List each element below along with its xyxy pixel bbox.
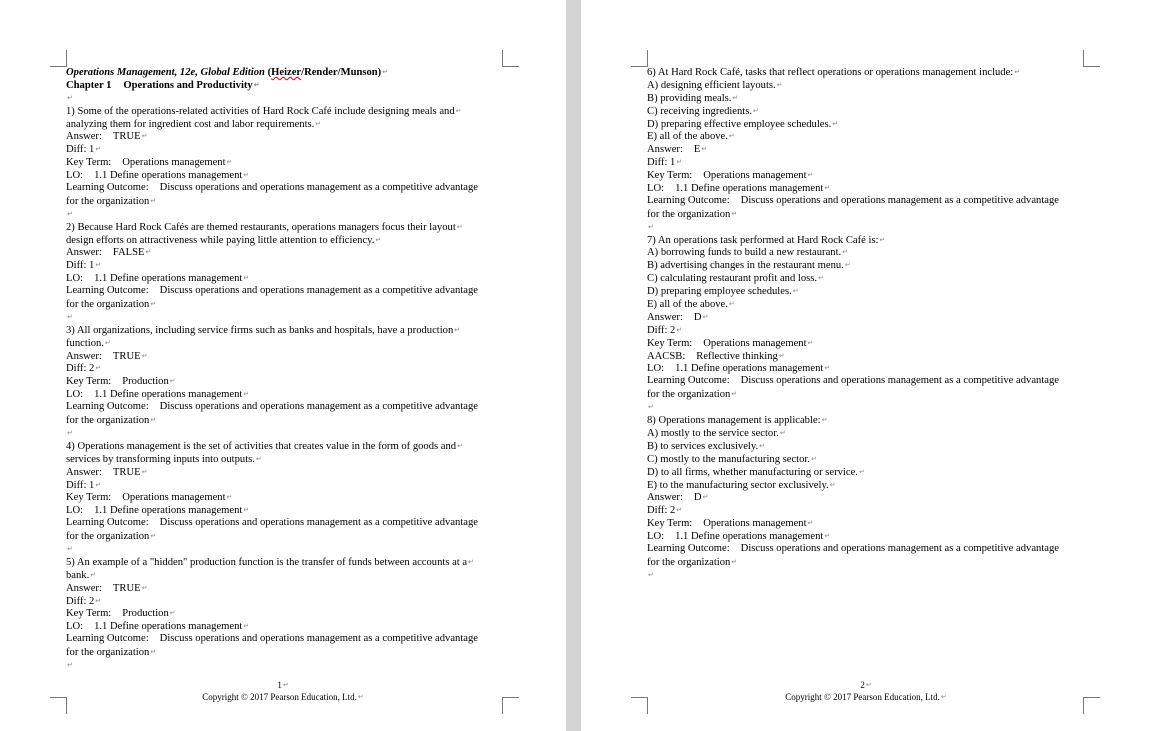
paragraph-mark: ↵ xyxy=(95,596,102,605)
answer-line-value: TRUE xyxy=(112,131,141,143)
answer-option: E) all of the above.↵ xyxy=(647,131,735,143)
lo-line-label: LO: xyxy=(66,170,84,182)
key-term-line xyxy=(66,156,506,169)
paragraph-mark: ↵ xyxy=(375,235,382,244)
paragraph-mark: ↵ xyxy=(759,441,765,450)
key-term-line-value: Operations management xyxy=(122,492,226,504)
paragraph-mark: ↵ xyxy=(842,248,849,257)
paragraph-mark: ↵ xyxy=(731,209,738,218)
paragraph-mark: ↵ xyxy=(95,480,102,489)
answer-option: C) mostly to the manufacturing sector.↵ xyxy=(647,453,817,465)
paragraph-mark: ↵ xyxy=(243,171,250,180)
answer-option: A) borrowing funds to build a new restaurant.↵ xyxy=(647,247,849,259)
answer-option: C) calculating restaurant profit and loss.↵ xyxy=(647,273,824,285)
paragraph-mark: ↵ xyxy=(701,145,708,154)
answer-line xyxy=(647,311,1087,324)
paragraph-mark: ↵ xyxy=(141,132,148,141)
question-stem: 3) All organizations, including service firms such as banks and hospitals, have a production↵ xyxy=(66,324,461,336)
answer-line-value: TRUE xyxy=(112,350,141,362)
question-stem: function.↵ xyxy=(66,337,111,349)
question-stem: 2) Because Hard Rock Cafés are themed restaurants, operations managers focus their layout↵ xyxy=(66,221,463,233)
empty-paragraph xyxy=(647,401,1087,414)
key-term-line-label: Key Term: xyxy=(66,376,112,388)
learning-outcome-line: for the organization↵ xyxy=(66,531,157,543)
paragraph-mark: ↵ xyxy=(150,416,157,425)
lo-line xyxy=(66,388,506,401)
paragraph-mark: ↵ xyxy=(255,454,262,463)
key-term-line xyxy=(66,607,506,620)
lo-line xyxy=(66,620,506,633)
lo-line-label: LO: xyxy=(647,183,665,195)
margin-corner-mark xyxy=(1083,50,1100,67)
chapter-heading: Chapter 1 Operations and Productivity↵ xyxy=(66,79,260,91)
answer-line-label: Answer: xyxy=(66,582,102,594)
document-page-1 xyxy=(0,0,566,731)
lo-line-label: LO: xyxy=(66,505,84,517)
learning-outcome-line: for the organization↵ xyxy=(66,195,157,207)
key-term-line-label: Key Term: xyxy=(647,518,693,530)
paragraph-mark: ↵ xyxy=(807,338,814,347)
answer-line-label: Answer: xyxy=(647,311,683,323)
author-name-spellcheck: Heizer xyxy=(271,67,302,78)
key-term-line-value: Production xyxy=(122,608,169,620)
lo-line-value: 1.1 Define operations management xyxy=(675,363,824,375)
margin-corner-mark xyxy=(50,50,67,67)
answer-option: A) designing efficient layouts.↵ xyxy=(647,79,783,91)
learning-outcome-line: Learning Outcome: Discuss operations and operations management as a competitive advantage xyxy=(66,182,478,194)
question-stem: 8) Operations management is applicable:↵ xyxy=(647,415,828,427)
paragraph-mark: ↵ xyxy=(226,493,233,502)
difficulty-line: Diff: 2↵ xyxy=(66,363,102,375)
answer-line-label: Answer: xyxy=(647,492,683,504)
paragraph-mark: ↵ xyxy=(753,106,759,115)
paragraph-mark: ↵ xyxy=(141,351,148,360)
answer-line-label: Answer: xyxy=(66,350,102,362)
paragraph-mark: ↵ xyxy=(824,364,831,373)
lo-line xyxy=(66,504,506,517)
margin-corner-mark xyxy=(502,50,519,67)
key-term-line xyxy=(647,517,1087,530)
answer-line-value: TRUE xyxy=(112,582,141,594)
paragraph-mark: ↵ xyxy=(145,248,152,257)
answer-option: D) preparing employee schedules.↵ xyxy=(647,286,799,298)
paragraph-mark: ↵ xyxy=(95,364,102,373)
difficulty-line: Diff: 2↵ xyxy=(647,324,683,336)
empty-paragraph xyxy=(66,543,506,556)
lo-line-value: 1.1 Define operations management xyxy=(675,183,824,195)
answer-option: C) receiving ingredients.↵ xyxy=(647,105,759,117)
answer-line-label: Answer: xyxy=(66,131,102,143)
paragraph-mark: ↵ xyxy=(732,93,739,102)
paragraph-mark: ↵ xyxy=(67,428,73,437)
paragraph-mark: ↵ xyxy=(150,300,157,309)
learning-outcome-line: Learning Outcome: Discuss operations and operations management as a competitive advantage xyxy=(647,194,1059,206)
answer-line xyxy=(66,130,506,143)
paragraph-mark: ↵ xyxy=(226,158,233,167)
paragraph-mark: ↵ xyxy=(676,158,683,167)
learning-outcome-line: Learning Outcome: Discuss operations and operations management as a competitive advantage xyxy=(647,542,1059,554)
paragraph-mark: ↵ xyxy=(382,68,389,76)
empty-paragraph xyxy=(647,221,1087,234)
lo-line-value: 1.1 Define operations management xyxy=(675,531,824,543)
learning-outcome-line: for the organization↵ xyxy=(66,415,157,427)
answer-option: E) all of the above.↵ xyxy=(647,299,735,311)
paragraph-mark: ↵ xyxy=(824,184,831,193)
document-page-2 xyxy=(581,0,1151,731)
paragraph-mark: ↵ xyxy=(792,287,799,296)
paragraph-mark: ↵ xyxy=(315,119,322,128)
answer-line-label: Answer: xyxy=(66,466,102,478)
answer-line-label: Answer: xyxy=(66,247,102,259)
answer-option: D) to all firms, whether manufacturing or service.↵ xyxy=(647,466,865,478)
key-term-line xyxy=(647,169,1087,182)
lo-line-label: LO: xyxy=(647,531,665,543)
paragraph-mark: ↵ xyxy=(150,196,157,205)
lo-line-value: 1.1 Define operations management xyxy=(94,389,243,401)
page-number: 2↵ xyxy=(860,680,872,690)
paragraph-mark: ↵ xyxy=(243,622,250,631)
paragraph-mark: ↵ xyxy=(879,235,886,244)
aacsb-line xyxy=(647,350,1087,363)
answer-option: B) advertising changes in the restaurant menu.↵ xyxy=(647,260,851,272)
paragraph-mark: ↵ xyxy=(648,570,654,579)
paragraph-mark: ↵ xyxy=(702,312,709,321)
paragraph-mark: ↵ xyxy=(90,570,97,579)
paragraph-mark: ↵ xyxy=(169,377,176,386)
question-stem: services by transforming inputs into outputs.↵ xyxy=(66,453,262,465)
lo-line xyxy=(66,169,506,182)
lo-line-value: 1.1 Define operations management xyxy=(94,621,243,633)
paragraph-mark: ↵ xyxy=(821,416,828,425)
paragraph-mark: ↵ xyxy=(778,351,785,360)
key-term-line-label: Key Term: xyxy=(647,170,693,182)
learning-outcome-line: Learning Outcome: Discuss operations and operations management as a competitive advantage xyxy=(647,375,1059,387)
paragraph-mark: ↵ xyxy=(818,274,824,283)
paragraph-mark: ↵ xyxy=(67,312,73,321)
paragraph-mark: ↵ xyxy=(858,467,865,476)
paragraph-mark: ↵ xyxy=(243,274,250,283)
lo-line xyxy=(66,272,506,285)
answer-line-value: E xyxy=(693,144,701,156)
answer-line-value: D xyxy=(693,311,702,323)
paragraph-mark: ↵ xyxy=(169,609,176,618)
answer-line-value: TRUE xyxy=(112,466,141,478)
empty-paragraph xyxy=(66,208,506,221)
difficulty-line: Diff: 2↵ xyxy=(66,595,102,607)
copyright-footer: Copyright © 2017 Pearson Education, Ltd.↵ xyxy=(202,692,364,702)
answer-line xyxy=(647,143,1087,156)
page-2-text-body[interactable] xyxy=(647,66,1087,582)
difficulty-line: Diff: 1↵ xyxy=(647,157,683,169)
lo-line-value: 1.1 Define operations management xyxy=(94,273,243,285)
paragraph-mark: ↵ xyxy=(243,506,250,515)
answer-option: B) providing meals.↵ xyxy=(647,92,739,104)
learning-outcome-line: for the organization↵ xyxy=(647,389,738,401)
paragraph-mark: ↵ xyxy=(728,300,735,309)
answer-option: A) mostly to the service sector.↵ xyxy=(647,427,786,439)
learning-outcome-line: for the organization↵ xyxy=(647,208,738,220)
paragraph-mark: ↵ xyxy=(779,428,786,437)
paragraph-mark: ↵ xyxy=(648,222,654,231)
paragraph-mark: ↵ xyxy=(95,261,102,270)
key-term-line-value: Operations management xyxy=(703,518,807,530)
answer-option: E) to the manufacturing sector exclusively.↵ xyxy=(647,479,836,491)
page-number: 1↵ xyxy=(277,680,289,690)
book-title: Operations Management, 12e, Global Edition xyxy=(66,67,265,78)
learning-outcome-line: Learning Outcome: Discuss operations and operations management as a competitive advantage xyxy=(66,401,478,413)
key-term-line-value: Operations management xyxy=(122,157,226,169)
key-term-line-label: Key Term: xyxy=(66,492,112,504)
answer-option: B) to services exclusively.↵ xyxy=(647,440,765,452)
difficulty-line: Diff: 1↵ xyxy=(66,144,102,156)
question-stem: analyzing them for ingredient cost and labor requirements.↵ xyxy=(66,118,322,130)
key-term-line-label: Key Term: xyxy=(66,157,112,169)
paragraph-mark: ↵ xyxy=(807,519,814,528)
paragraph-mark: ↵ xyxy=(731,557,738,566)
key-term-line-label: Key Term: xyxy=(647,337,693,349)
paragraph-mark: ↵ xyxy=(829,480,836,489)
answer-line xyxy=(66,246,506,259)
question-stem: 7) An operations task performed at Hard Rock Café is:↵ xyxy=(647,234,886,246)
difficulty-line: Diff: 1↵ xyxy=(66,260,102,272)
paragraph-mark: ↵ xyxy=(728,132,735,141)
question-stem: 1) Some of the operations-related activities of Hard Rock Café include designing meals and↵ xyxy=(66,105,462,117)
copyright-footer: Copyright © 2017 Pearson Education, Ltd.↵ xyxy=(785,692,947,702)
key-term-line xyxy=(66,491,506,504)
question-stem: 4) Operations management is the set of activities that creates value in the form of goods and↵ xyxy=(66,440,463,452)
answer-line-label: Answer: xyxy=(647,144,683,156)
paragraph-mark: ↵ xyxy=(104,338,111,347)
paragraph-mark: ↵ xyxy=(844,261,851,270)
paragraph-mark: ↵ xyxy=(67,209,73,218)
answer-line xyxy=(66,582,506,595)
paragraph-mark: ↵ xyxy=(67,660,73,669)
paragraph-mark: ↵ xyxy=(811,454,817,463)
aacsb-line-label: AACSB: xyxy=(647,350,686,362)
paragraph-mark: ↵ xyxy=(1014,68,1021,76)
paragraph-mark: ↵ xyxy=(150,648,157,657)
lo-line xyxy=(647,182,1087,195)
learning-outcome-line: for the organization↵ xyxy=(66,299,157,311)
paragraph-mark: ↵ xyxy=(824,532,831,541)
page-gutter xyxy=(566,0,581,731)
paragraph-mark: ↵ xyxy=(832,119,839,128)
paragraph-mark: ↵ xyxy=(95,145,102,154)
key-term-line-value: Production xyxy=(122,376,169,388)
paragraph-mark: ↵ xyxy=(468,557,474,566)
learning-outcome-line: for the organization↵ xyxy=(66,647,157,659)
margin-corner-mark xyxy=(631,50,648,67)
answer-line xyxy=(66,466,506,479)
answer-line-value: FALSE xyxy=(112,247,145,259)
empty-paragraph xyxy=(66,427,506,440)
key-term-line xyxy=(66,375,506,388)
paragraph-mark: ↵ xyxy=(67,544,73,553)
question-stem: 5) An example of a "hidden" production function is the transfer of funds between accounts at a↵ xyxy=(66,556,474,568)
key-term-line xyxy=(647,337,1087,350)
paragraph-mark: ↵ xyxy=(776,80,783,89)
lo-line-label: LO: xyxy=(66,389,84,401)
paragraph-mark: ↵ xyxy=(731,390,738,399)
author-list: (Heizer/Render/Munson) xyxy=(264,67,382,78)
paragraph-mark: ↵ xyxy=(141,467,148,476)
answer-line xyxy=(647,491,1087,504)
page-1-text-body[interactable] xyxy=(66,66,506,672)
paragraph-mark: ↵ xyxy=(243,390,250,399)
paragraph-mark: ↵ xyxy=(253,80,260,89)
paragraph-mark: ↵ xyxy=(150,532,157,541)
aacsb-line-value: Reflective thinking xyxy=(696,350,778,362)
learning-outcome-line: Learning Outcome: Discuss operations and operations management as a competitive advantage xyxy=(66,517,478,529)
lo-line-value: 1.1 Define operations management xyxy=(94,170,243,182)
empty-paragraph xyxy=(66,92,506,105)
paragraph-mark: ↵ xyxy=(676,325,683,334)
lo-line xyxy=(647,362,1087,375)
answer-line xyxy=(66,350,506,363)
empty-paragraph xyxy=(66,659,506,672)
lo-line-label: LO: xyxy=(647,363,665,375)
learning-outcome-line: for the organization↵ xyxy=(647,556,738,568)
question-stem: bank.↵ xyxy=(66,569,97,581)
learning-outcome-line: Learning Outcome: Discuss operations and operations management as a competitive advantage xyxy=(66,633,478,645)
lo-line-label: LO: xyxy=(66,273,84,285)
question-stem: design efforts on attractiveness while paying little attention to efficiency.↵ xyxy=(66,234,382,246)
paragraph-mark: ↵ xyxy=(454,325,461,334)
key-term-line-value: Operations management xyxy=(703,337,807,349)
paragraph-mark: ↵ xyxy=(141,583,148,592)
lo-line-label: LO: xyxy=(66,621,84,633)
paragraph-mark: ↵ xyxy=(648,403,654,412)
difficulty-line: Diff: 1↵ xyxy=(66,479,102,491)
paragraph-mark: ↵ xyxy=(457,441,463,450)
document-title xyxy=(66,66,506,79)
paragraph-mark: ↵ xyxy=(67,93,73,102)
answer-option: D) preparing effective employee schedules.↵ xyxy=(647,118,839,130)
paragraph-mark: ↵ xyxy=(455,106,462,115)
difficulty-line: Diff: 2↵ xyxy=(647,505,683,517)
lo-line xyxy=(647,530,1087,543)
learning-outcome-line: Learning Outcome: Discuss operations and operations management as a competitive advantage xyxy=(66,285,478,297)
paragraph-mark: ↵ xyxy=(676,506,683,515)
paragraph-mark: ↵ xyxy=(807,171,814,180)
key-term-line-label: Key Term: xyxy=(66,608,112,620)
lo-line-value: 1.1 Define operations management xyxy=(94,505,243,517)
question-stem: 6) At Hard Rock Café, tasks that reflect operations or operations management include:↵ xyxy=(647,67,1021,78)
key-term-line-value: Operations management xyxy=(703,170,807,182)
paragraph-mark: ↵ xyxy=(456,222,463,231)
empty-paragraph xyxy=(647,569,1087,582)
answer-line-value: D xyxy=(693,492,702,504)
empty-paragraph xyxy=(66,311,506,324)
paragraph-mark: ↵ xyxy=(702,493,709,502)
